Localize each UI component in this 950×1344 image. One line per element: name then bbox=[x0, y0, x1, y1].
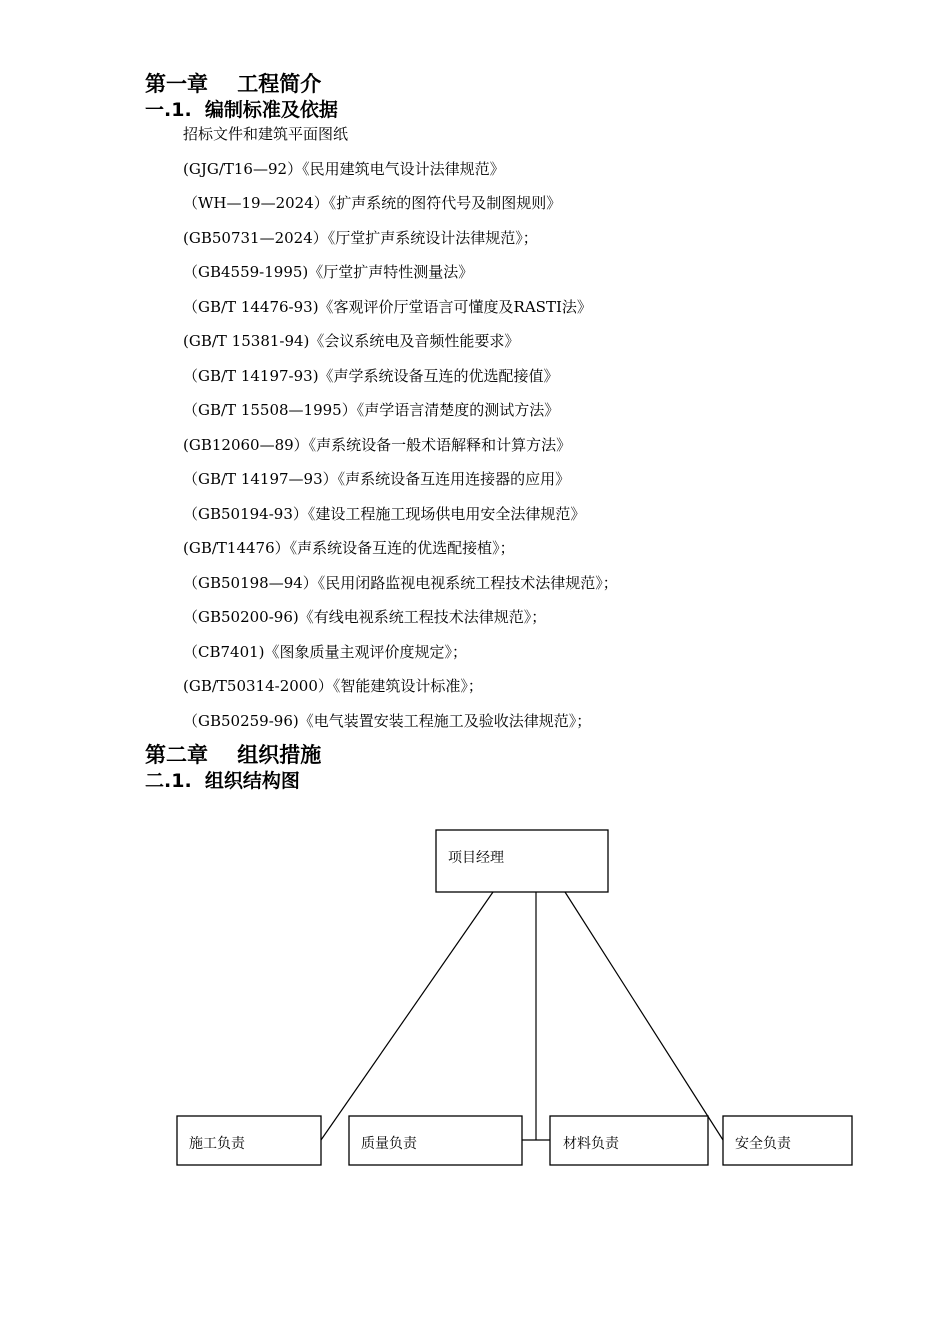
reference-item: （CB7401)《图象质量主观评价度规定》； bbox=[183, 643, 468, 661]
org-box-label: 安全负责 bbox=[735, 1136, 791, 1152]
reference-item: （GB/T 15508—1995）《声学语言清楚度的测试方法》 bbox=[183, 401, 560, 419]
section-1-1-title: 一.1. 编制标准及依据 bbox=[145, 99, 338, 121]
org-box-label: 材料负责 bbox=[563, 1136, 619, 1152]
reference-item: （GB4559-1995)《厅堂扩声特性测量法》 bbox=[183, 263, 474, 281]
chapter-2-title: 第二章 组织措施 bbox=[145, 743, 322, 767]
org-box-materials bbox=[550, 1116, 708, 1165]
connector-line bbox=[321, 892, 493, 1140]
reference-item: (GB/T 15381-94)《会议系统电及音频性能要求》 bbox=[183, 332, 520, 350]
reference-item: (GB/T50314-2000）《智能建筑设计标准》； bbox=[183, 677, 483, 695]
reference-item: （GB50194-93）《建设工程施工现场供电用安全法律规范》 bbox=[183, 505, 586, 523]
org-box-label: 质量负责 bbox=[361, 1136, 417, 1152]
reference-item: （GB50198—94）《民用闭路监视电视系统工程技术法律规范》； bbox=[183, 574, 618, 592]
reference-item: （GB/T 14197—93）《声系统设备互连用连接器的应用》 bbox=[183, 470, 571, 488]
reference-item: （GB50200-96)《有线电视系统工程技术法律规范》； bbox=[183, 608, 547, 626]
reference-item: (GB12060—89）《声系统设备一般术语解释和计算方法》 bbox=[183, 436, 572, 454]
org-box-project-manager bbox=[436, 830, 608, 892]
connector-line bbox=[565, 892, 723, 1140]
org-box-construction bbox=[177, 1116, 321, 1165]
org-box-label: 施工负责 bbox=[189, 1136, 245, 1152]
reference-item: （GB/T 14476-93)《客观评价厅堂语言可懂度及RASTI法》 bbox=[183, 298, 592, 316]
reference-item: （GB/T 14197-93)《声学系统设备互连的优选配接值》 bbox=[183, 367, 559, 385]
org-box-quality bbox=[349, 1116, 522, 1165]
reference-item: (GB50731—2024）《厅堂扩声系统设计法律规范》； bbox=[183, 229, 538, 247]
reference-item: (GB/T14476）《声系统设备互连的优选配接植》； bbox=[183, 539, 515, 557]
section-2-1-title: 二.1. 组织结构图 bbox=[145, 770, 300, 792]
org-box-safety bbox=[723, 1116, 852, 1165]
reference-item: (GJG/T16—92）《民用建筑电气设计法律规范》 bbox=[183, 160, 505, 178]
reference-item: （WH—19—2024）《扩声系统的图符代号及制图规则》 bbox=[183, 194, 562, 212]
chapter-1-title: 第一章 工程简介 bbox=[145, 72, 322, 96]
org-box-label: 项目经理 bbox=[448, 850, 504, 866]
basis-intro: 招标文件和建筑平面图纸 bbox=[183, 125, 349, 143]
reference-item: （GB50259-96)《电气装置安装工程施工及验收法律规范》； bbox=[183, 712, 592, 730]
